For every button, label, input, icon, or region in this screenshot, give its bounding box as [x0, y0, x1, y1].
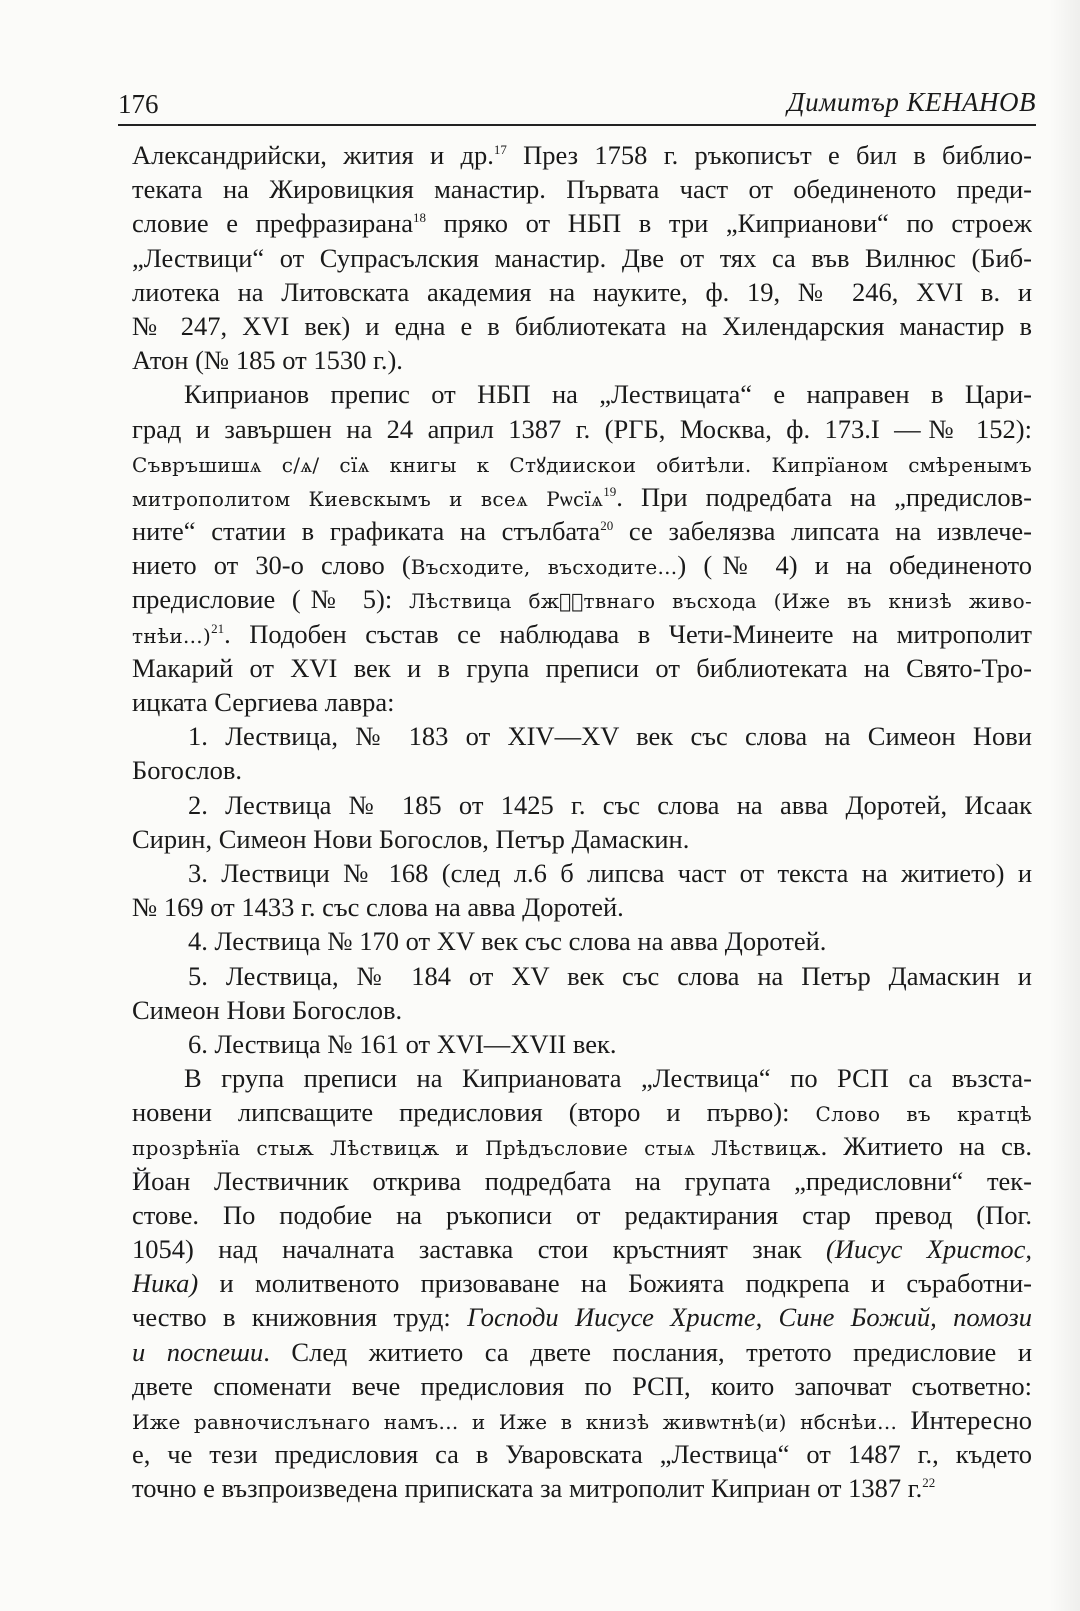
- text-line: [132, 890, 1032, 924]
- text-line-content: [132, 1166, 1032, 1196]
- church-slavonic-quote: Иже равночислънаго намъ... и Иже в книзѣ живѡтнѣ(и) нбснѣи...: [132, 1409, 898, 1434]
- text-line: [132, 924, 1032, 958]
- text-line-content: [132, 824, 689, 854]
- line-text: се забелязва липсата на извлече-: [613, 516, 1032, 547]
- line-text: чество в книжовния труд:: [132, 1302, 468, 1333]
- text-line: [132, 1369, 1032, 1403]
- text-line: [132, 993, 1032, 1027]
- text-line-content: [132, 550, 1032, 580]
- italic-quote: и поспеши: [132, 1336, 264, 1367]
- line-text: Атон (№ 185 от 1530 г.).: [132, 345, 403, 376]
- church-slavonic-quote: Слово въ кратцѣ: [815, 1102, 1032, 1127]
- text-line: [132, 412, 1032, 446]
- line-text: стове. По подобие на ръкописи от редактирания стар превод (Пог.: [132, 1199, 1032, 1230]
- line-text: 4. Лествица № 170 от XV век със слова на авва Доротей.: [188, 926, 827, 957]
- line-text: новени липсващите предисловия (второ и първо):: [132, 1097, 816, 1128]
- line-text: . Житието на св.: [820, 1131, 1032, 1162]
- line-text: 1. Лествица, № 183 от XIV—XV век със слова на Симеон Нови: [188, 721, 1032, 752]
- line-text: лиотека на Литовската академия на науките, ф. 19, № 246, XVI в. и: [132, 276, 1032, 307]
- text-line-content: [132, 174, 1032, 204]
- line-text: 1054) над началната заставка стои кръстният знак: [132, 1234, 827, 1264]
- text-line-content: [132, 243, 1032, 273]
- text-line: [132, 1266, 1032, 1300]
- line-text: словие е префразирана: [132, 208, 413, 239]
- line-text: Интересно: [897, 1404, 1032, 1435]
- footnote-ref[interactable]: 20: [600, 518, 614, 534]
- line-text: Богослов.: [132, 755, 242, 786]
- text-line-content: [188, 721, 1032, 751]
- line-text: двете споменати вече предисловия по РСП, които започват съответно:: [132, 1370, 1032, 1401]
- line-text: Симеон Нови Богослов.: [132, 994, 403, 1025]
- footnote-ref[interactable]: 19: [603, 484, 617, 500]
- text-line-content: [132, 1439, 1032, 1469]
- text-line-content: [188, 961, 1032, 991]
- page-edge-shadow: [1050, 0, 1080, 1611]
- text-line: [132, 822, 1032, 856]
- text-line-content: [132, 208, 1032, 238]
- line-text: и молитвеното призоваване на Божията подкрепа и съработни-: [198, 1268, 1032, 1299]
- line-text: 2. Лествица № 185 от 1425 г. със слова на авва Доротей, Исаак: [188, 789, 1032, 820]
- text-line-content: [132, 311, 1032, 341]
- text-line: [132, 617, 1032, 651]
- text-line: [132, 856, 1032, 890]
- text-line: [132, 172, 1032, 206]
- italic-quote: (Иисус Христос,: [826, 1234, 1032, 1264]
- line-text: 6. Лествица № 161 от XVI—XVII век.: [188, 1028, 617, 1059]
- text-line: [132, 275, 1032, 309]
- text-line-content: [188, 790, 1032, 820]
- text-line: [132, 138, 1032, 172]
- church-slavonic-quote: прозрѣнїа стыѫ Лѣствицѫ и Прѣдъсловие стыѧ Лѣствицѫ: [132, 1136, 821, 1161]
- line-text: Александрийски, жития и др.: [132, 140, 494, 170]
- text-line: [132, 309, 1032, 343]
- text-line-content: [188, 1029, 616, 1059]
- text-line-content: [132, 1405, 1032, 1435]
- text-line-content: [132, 619, 1032, 649]
- text-line-content: [132, 892, 624, 922]
- line-text: 3. Лествици № 168 (след л.6 б липсва част от текста на житието) и: [188, 857, 1032, 888]
- text-line: [132, 377, 1032, 411]
- line-text: . След житието са двете послания, третото предисловие и: [263, 1336, 1032, 1367]
- text-line-content: [132, 995, 402, 1025]
- line-text: № 247, XVI век) и една е в библиотеката на Хилендарския манастир в: [132, 310, 1032, 341]
- text-line-content: [132, 755, 242, 785]
- text-line-content: [132, 1097, 1032, 1127]
- text-line: [132, 651, 1032, 685]
- page-header: [118, 80, 1036, 126]
- text-line: [132, 788, 1032, 822]
- text-line: [132, 1471, 1032, 1505]
- line-text: . При подредбата на „предислов-: [616, 481, 1032, 512]
- text-line: [132, 1403, 1032, 1437]
- text-line: [132, 343, 1032, 377]
- line-text: През 1758 г. ръкописът е бил в библио-: [506, 140, 1032, 170]
- line-text: ) (№ 4) и на обединеното: [677, 550, 1032, 581]
- text-line-content: [132, 687, 394, 717]
- italic-quote: Господи Иисусе Христе, Сине Божий, помози: [467, 1302, 1032, 1333]
- text-line-content: [132, 482, 1032, 512]
- line-text: ицката Сергиева лавра:: [132, 687, 395, 717]
- line-text: Йоан Лествичник открива подредбата на групата „предисловни“ тек-: [132, 1165, 1032, 1196]
- text-line: [132, 1335, 1032, 1369]
- line-text: Киприанов препис от НБП на „Лествицата“ е направен в Цари-: [184, 379, 1032, 410]
- text-line: [132, 241, 1032, 275]
- text-line: [132, 480, 1032, 514]
- footnote-ref[interactable]: 22: [922, 1475, 936, 1491]
- text-line-content: [188, 926, 826, 956]
- text-line: [132, 719, 1032, 753]
- text-line-content: [132, 1302, 1032, 1332]
- text-line-content: [132, 516, 1032, 546]
- church-slavonic-quote: Съвръшишѧ с/ѧ/ сїѧ книгы к Стꙋдиискои обитѣли. Кипрїаном смѣренымъ: [132, 452, 1032, 477]
- text-line: [132, 685, 1032, 719]
- text-line-content: [132, 584, 1032, 614]
- text-line-content: [184, 1063, 1032, 1093]
- line-text: № 169 от 1433 г. със слова на авва Доротей.: [132, 892, 624, 923]
- line-text: В група преписи на Киприановата „Лествица“ по РСП са възста-: [184, 1063, 1032, 1094]
- line-text: град и завършен на 24 април 1387 г. (РГБ, Москва, ф. 173.I —№ 152):: [132, 413, 1032, 444]
- text-line: [132, 1164, 1032, 1198]
- text-line-content: [132, 1131, 1032, 1161]
- line-text: теката на Жировицкия манастир. Първата част от обединеното преди-: [132, 174, 1032, 205]
- running-head-author: Димитър КЕНАНОВ: [787, 87, 1036, 117]
- line-text: нието от 30-о слово (: [132, 550, 411, 581]
- text-line: [132, 582, 1032, 616]
- text-line-content: [132, 140, 1032, 170]
- text-line-content: [132, 1371, 1032, 1401]
- text-line: [132, 1061, 1032, 1095]
- line-text: предисловие (№ 5):: [132, 584, 409, 615]
- line-text: Сирин, Симеон Нови Богослов, Петър Дамаскин.: [132, 823, 690, 854]
- footnote-ref[interactable]: 17: [493, 142, 507, 158]
- footnote-ref[interactable]: 21: [211, 620, 225, 636]
- text-line: [132, 446, 1032, 480]
- body-text: [132, 138, 1032, 1506]
- text-line: [132, 1027, 1032, 1061]
- text-line: [132, 1095, 1032, 1129]
- text-line: [132, 1232, 1032, 1266]
- text-line-content: [188, 858, 1032, 888]
- text-line: [132, 1129, 1032, 1163]
- line-text: пряко от НБП в три „Киприанови“ по строеж: [425, 208, 1032, 239]
- church-slavonic-quote: Въсходите, въсходите...: [410, 555, 678, 580]
- italic-quote: Ника): [132, 1268, 199, 1299]
- text-line-content: [132, 414, 1032, 444]
- text-line-content: [132, 1200, 1032, 1230]
- text-line: [132, 1198, 1032, 1232]
- text-line-content: [132, 1268, 1032, 1298]
- text-line-content: [132, 345, 403, 375]
- text-line-content: [132, 1473, 935, 1503]
- church-slavonic-quote: тнѣи...): [132, 623, 212, 648]
- line-text: 5. Лествица, № 184 от XV век със слова на Петър Дамаскин и: [188, 960, 1032, 991]
- text-line: [132, 1300, 1032, 1334]
- line-text: . Подобен състав се наблюдава в Чети-Минеите на митрополит: [224, 618, 1032, 649]
- text-line-content: [132, 1234, 1032, 1264]
- page-number: 176: [118, 89, 159, 119]
- text-line-content: [132, 1337, 1032, 1367]
- line-text: ните“ статии в графиката на стълбата: [132, 516, 601, 547]
- church-slavonic-quote: митрополитом Киевскымъ и всеѧ Рѡсїѧ: [132, 486, 604, 511]
- text-line: [132, 514, 1032, 548]
- line-text: „Лествици“ от Супрасълския манастир. Две от тях са във Вилнюс (Биб-: [132, 242, 1032, 273]
- line-text: Макарий от XVI век и в група преписи от библиотеката на Свято-Тро-: [132, 652, 1032, 683]
- text-line: [132, 959, 1032, 993]
- line-text: е, че тези предисловия са в Уваровската „Лествица“ от 1487 г., където: [132, 1439, 1032, 1470]
- text-line-content: [132, 448, 1032, 478]
- text-line: [132, 206, 1032, 240]
- line-text: точно е възпроизведена приписката за митрополит Киприан от 1387 г.: [132, 1473, 923, 1504]
- text-line-content: [184, 379, 1032, 409]
- church-slavonic-quote: Лѣствица бжⷭ҇твнаго въсхода (Иже въ книзѣ живо-: [408, 589, 1032, 614]
- text-line: [132, 753, 1032, 787]
- text-line-content: [132, 653, 1032, 683]
- footnote-ref[interactable]: 18: [412, 210, 426, 226]
- text-line: [132, 1437, 1032, 1471]
- text-line-content: [132, 277, 1032, 307]
- text-line: [132, 548, 1032, 582]
